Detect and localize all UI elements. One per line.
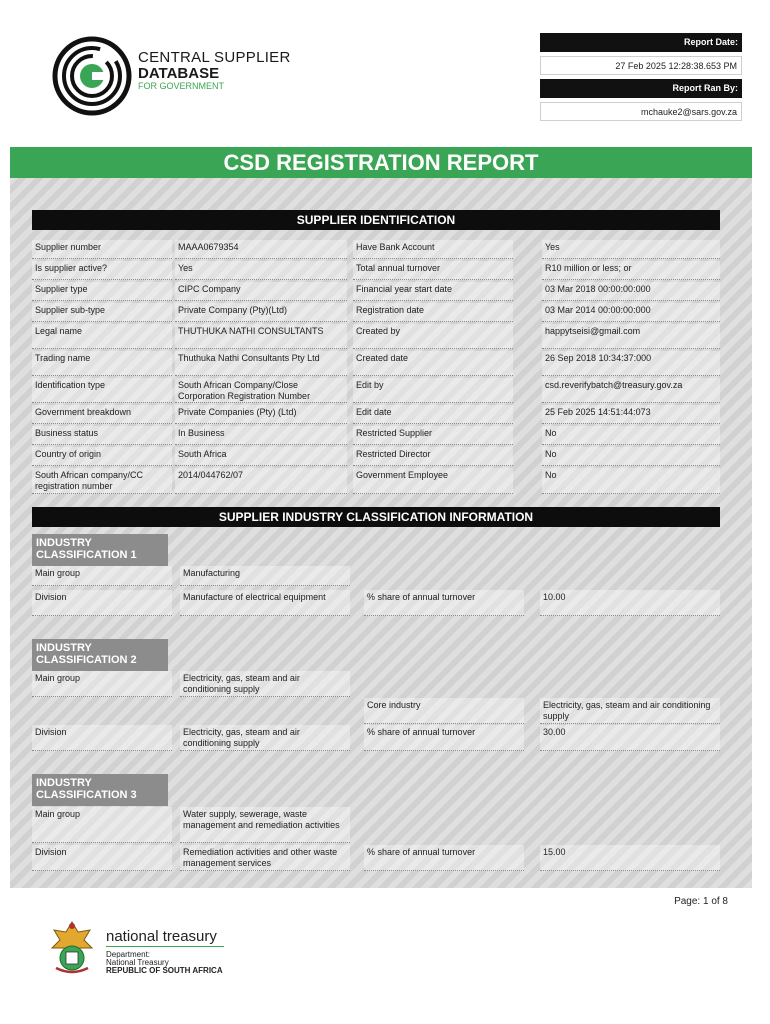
- row-value: Yes: [175, 261, 347, 280]
- brand-line-2: DATABASE: [138, 65, 220, 82]
- row-label: Business status: [32, 426, 172, 445]
- main-group-label: Main group: [32, 671, 172, 697]
- row-label: Government Employee: [353, 468, 513, 494]
- row-value: happytseisi@gmail.com: [542, 324, 720, 349]
- industry-classification-3-title: INDUSTRY CLASSIFICATION 3: [32, 774, 168, 806]
- share-label: % share of annual turnover: [364, 725, 524, 751]
- row-value: 2014/044762/07: [175, 468, 347, 494]
- share-value: 15.00: [540, 845, 720, 871]
- row-label: Trading name: [32, 351, 172, 376]
- row-value: MAAA0679354: [175, 240, 347, 259]
- division-label: Division: [32, 590, 172, 616]
- page-title: CSD REGISTRATION REPORT: [10, 147, 752, 178]
- division-label: Division: [32, 725, 172, 751]
- division-label: Division: [32, 845, 172, 871]
- csd-logo-icon: [52, 36, 132, 116]
- row-value: No: [542, 426, 720, 445]
- row-value: Private Companies (Pty) (Ltd): [175, 405, 347, 424]
- row-label: Financial year start date: [353, 282, 513, 301]
- brand-line-3: FOR GOVERNMENT: [138, 81, 225, 91]
- row-label: Created date: [353, 351, 513, 376]
- row-label: Total annual turnover: [353, 261, 513, 280]
- row-label: Registration date: [353, 303, 513, 322]
- report-date-label: Report Date:: [540, 33, 742, 52]
- department-label: Department:: [106, 950, 151, 959]
- main-group-value: Water supply, sewerage, waste management and remediation activities: [180, 807, 350, 843]
- row-label: Is supplier active?: [32, 261, 172, 280]
- row-value: No: [542, 447, 720, 466]
- row-label: South African company/CC registration number: [32, 468, 172, 494]
- brand-line-1: CENTRAL SUPPLIER: [138, 49, 291, 66]
- row-label: Restricted Director: [353, 447, 513, 466]
- row-value: 03 Mar 2014 00:00:00:000: [542, 303, 720, 322]
- industry-classification-heading: SUPPLIER INDUSTRY CLASSIFICATION INFORMATION: [32, 507, 720, 527]
- industry-classification-1-title: INDUSTRY CLASSIFICATION 1: [32, 534, 168, 566]
- supplier-identification-heading: SUPPLIER IDENTIFICATION: [32, 210, 720, 230]
- division-value: Remediation activities and other waste management services: [180, 845, 350, 871]
- row-value: Thuthuka Nathi Consultants Pty Ltd: [175, 351, 347, 376]
- row-label: Supplier number: [32, 240, 172, 259]
- department-name: National Treasury: [106, 958, 169, 967]
- row-value: Yes: [542, 240, 720, 259]
- share-label: % share of annual turnover: [364, 590, 524, 616]
- division-value: Manufacture of electrical equipment: [180, 590, 350, 616]
- row-label: Supplier sub-type: [32, 303, 172, 322]
- page-number: Page: 1 of 8: [674, 896, 728, 907]
- national-treasury-name: national treasury: [106, 928, 217, 945]
- row-label: Identification type: [32, 378, 172, 403]
- divider: [106, 946, 224, 947]
- industry-classification-2-title: INDUSTRY CLASSIFICATION 2: [32, 639, 168, 671]
- share-value: 10.00: [540, 590, 720, 616]
- row-value: South Africa: [175, 447, 347, 466]
- division-value: Electricity, gas, steam and air conditioning supply: [180, 725, 350, 751]
- row-label: Government breakdown: [32, 405, 172, 424]
- main-group-label: Main group: [32, 807, 172, 843]
- main-group-value: Manufacturing: [180, 566, 350, 586]
- main-group-value: Electricity, gas, steam and air conditioning supply: [180, 671, 350, 697]
- row-value: 03 Mar 2018 00:00:00:000: [542, 282, 720, 301]
- row-value: No: [542, 468, 720, 494]
- coat-of-arms-icon: [46, 918, 98, 976]
- row-value: 25 Feb 2025 14:51:44:073: [542, 405, 720, 424]
- row-value: CIPC Company: [175, 282, 347, 301]
- share-value: 30.00: [540, 725, 720, 751]
- row-label: Have Bank Account: [353, 240, 513, 259]
- row-value: csd.reverifybatch@treasury.gov.za: [542, 378, 720, 403]
- share-label: % share of annual turnover: [364, 845, 524, 871]
- main-group-label: Main group: [32, 566, 172, 586]
- row-label: Edit by: [353, 378, 513, 403]
- country-name: REPUBLIC OF SOUTH AFRICA: [106, 966, 223, 975]
- row-label: Legal name: [32, 324, 172, 349]
- report-ran-by-value: mchauke2@sars.gov.za: [540, 102, 742, 121]
- row-label: Edit date: [353, 405, 513, 424]
- row-value: In Business: [175, 426, 347, 445]
- core-industry-label: Core industry: [364, 698, 524, 724]
- row-value: South African Company/Close Corporation Registration Number: [175, 378, 347, 403]
- report-ran-by-label: Report Ran By:: [540, 79, 742, 98]
- row-value: 26 Sep 2018 10:34:37:000: [542, 351, 720, 376]
- report-date-value: 27 Feb 2025 12:28:38.653 PM: [540, 56, 742, 75]
- row-label: Country of origin: [32, 447, 172, 466]
- row-label: Supplier type: [32, 282, 172, 301]
- row-value: Private Company (Pty)(Ltd): [175, 303, 347, 322]
- row-value: R10 million or less; or: [542, 261, 720, 280]
- row-label: Created by: [353, 324, 513, 349]
- core-industry-value: Electricity, gas, steam and air conditioning supply: [540, 698, 720, 724]
- row-value: THUTHUKA NATHI CONSULTANTS: [175, 324, 347, 349]
- row-label: Restricted Supplier: [353, 426, 513, 445]
